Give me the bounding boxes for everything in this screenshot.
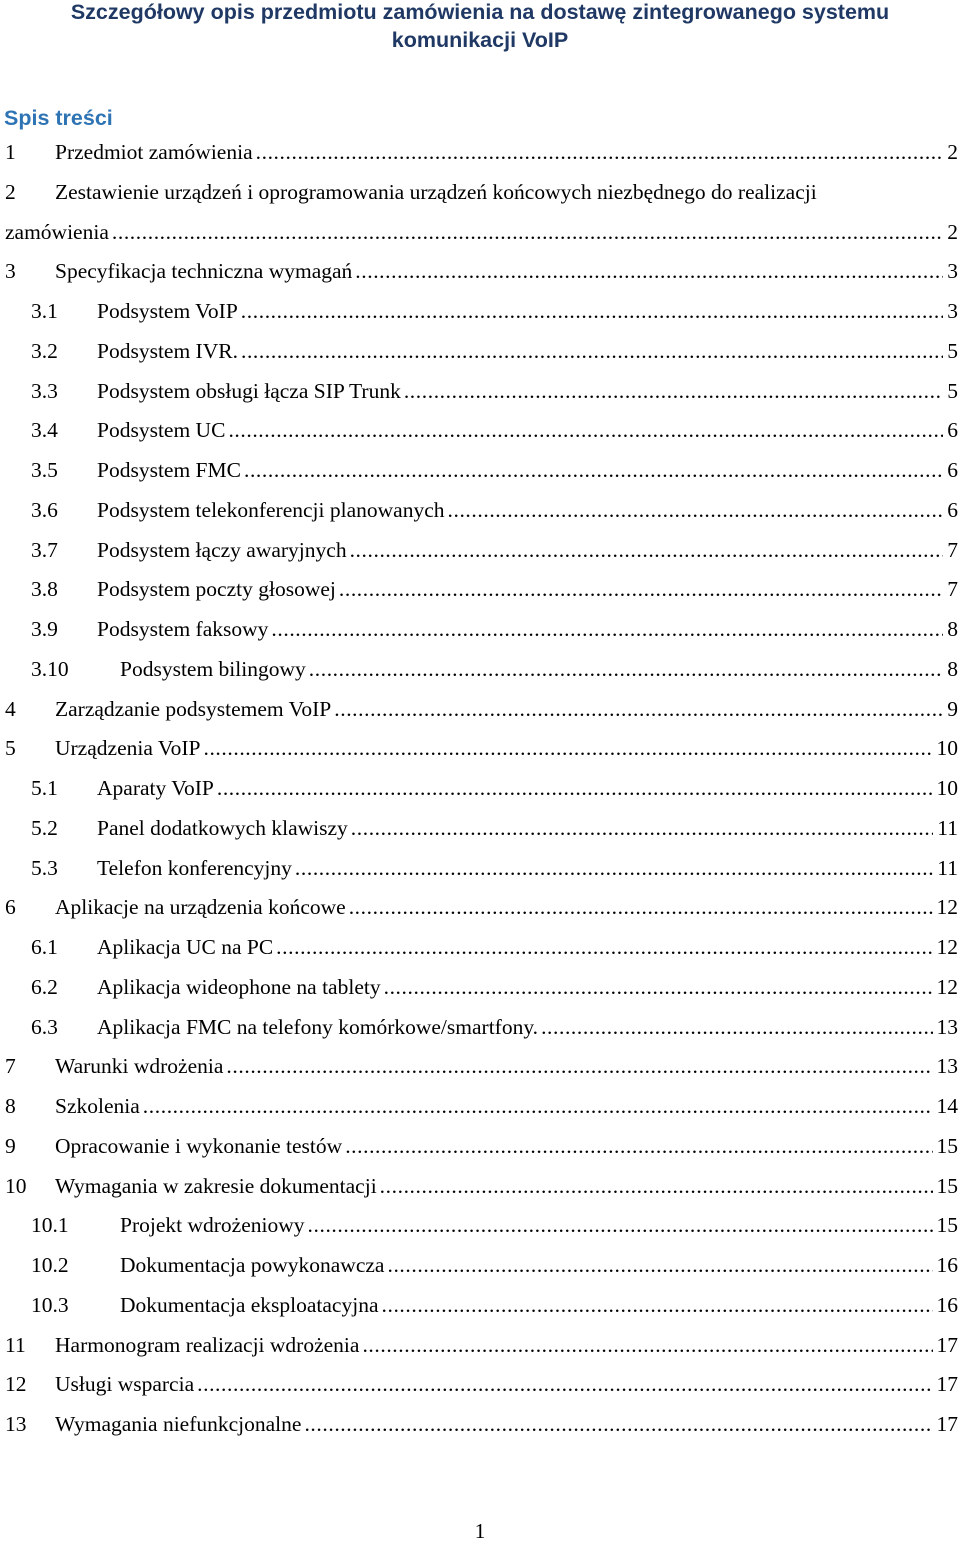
toc-entry[interactable] bbox=[0, 1090, 960, 1122]
toc-entry-title: Dokumentacja powykonawcza bbox=[120, 1253, 385, 1277]
document-title-line-1: Szczegółowy opis przedmiotu zamówienia na dostawę zintegrowanego systemu bbox=[70, 0, 890, 24]
toc-entry-page: 13 bbox=[936, 1014, 958, 1039]
toc-dot-leader bbox=[143, 1090, 933, 1122]
toc-entry-title: Podsystem UC bbox=[97, 418, 226, 443]
toc-entry[interactable] bbox=[0, 653, 960, 685]
toc-entry[interactable] bbox=[0, 454, 960, 486]
toc-entry-number: 13 bbox=[5, 1412, 27, 1436]
toc-entry-page: 12 bbox=[936, 935, 958, 959]
toc-entry-title: Specyfikacja techniczna wymagań bbox=[55, 259, 353, 284]
toc-entry[interactable] bbox=[0, 1408, 960, 1440]
toc-entry-page: 16 bbox=[936, 1292, 958, 1317]
toc-entry-title: Harmonogram realizacji wdrożenia bbox=[55, 1332, 360, 1357]
toc-entry-page: 7 bbox=[947, 537, 958, 562]
toc-dot-leader bbox=[256, 136, 944, 168]
toc-entry-page: 8 bbox=[947, 617, 958, 641]
toc-entry-number: 7 bbox=[5, 1054, 16, 1079]
toc-dot-leader bbox=[309, 653, 943, 685]
toc-dot-leader bbox=[241, 335, 943, 367]
toc-dot-leader bbox=[541, 1011, 932, 1043]
toc-entry[interactable] bbox=[0, 494, 960, 526]
toc-entry-number: 5.1 bbox=[31, 776, 58, 800]
document-title-line-2: komunikacji VoIP bbox=[391, 28, 569, 52]
toc-entry-number: 3 bbox=[5, 259, 16, 284]
toc-dot-leader bbox=[345, 1130, 932, 1162]
toc-entry-title: Panel dodatkowych klawiszy bbox=[97, 815, 348, 840]
toc-entry-page: 14 bbox=[936, 1094, 958, 1118]
toc-dot-leader bbox=[380, 1170, 933, 1202]
toc-dot-leader bbox=[404, 375, 943, 407]
toc-entry-number: 10.1 bbox=[31, 1213, 69, 1238]
toc-entry-number: 8 bbox=[5, 1094, 16, 1118]
toc-entry-number: 10.3 bbox=[31, 1292, 69, 1317]
toc-entry-title: Podsystem IVR. bbox=[97, 338, 238, 363]
toc-entry-number: 11 bbox=[5, 1332, 26, 1357]
toc-entry-number: 5.2 bbox=[31, 815, 58, 840]
toc-entry-title: Zarządzanie podsystemem VoIP bbox=[55, 696, 332, 721]
page-number: 1 bbox=[474, 1519, 486, 1543]
toc-entry-page: 3 bbox=[947, 259, 958, 284]
toc-entry-number: 3.1 bbox=[31, 299, 58, 323]
toc-entry-number: 10 bbox=[5, 1173, 27, 1198]
toc-entry-title: Wymagania w zakresie dokumentacji bbox=[55, 1173, 377, 1198]
toc-dot-leader bbox=[203, 732, 932, 764]
toc-entry-title: Wymagania niefunkcjonalne bbox=[55, 1412, 302, 1436]
toc-dot-leader bbox=[384, 971, 933, 1003]
toc-entry-number: 5.3 bbox=[31, 855, 58, 880]
toc-entry-title: Aplikacja wideophone na tablety bbox=[97, 974, 381, 999]
toc-entry-number: 3.4 bbox=[31, 418, 58, 443]
toc-entry-title: Aplikacja FMC na telefony komórkowe/smartfony. bbox=[97, 1014, 539, 1039]
toc-entry-title: Podsystem telekonferencji planowanych bbox=[97, 497, 445, 522]
toc-entry-number: 4 bbox=[5, 696, 16, 721]
toc-entry-title: Usługi wsparcia bbox=[55, 1372, 195, 1397]
toc-dot-leader bbox=[349, 891, 933, 923]
toc-entry[interactable] bbox=[0, 534, 960, 566]
toc-entry-number: 6.3 bbox=[31, 1014, 58, 1039]
toc-entry-number: 3.3 bbox=[31, 378, 58, 403]
toc-entry-page: 10 bbox=[936, 776, 958, 800]
toc-entry[interactable] bbox=[0, 176, 960, 208]
toc-entry-number: 3.9 bbox=[31, 617, 58, 641]
toc-entry-number: 1 bbox=[5, 140, 16, 164]
toc-entry[interactable] bbox=[0, 732, 960, 764]
toc-entry-title: Podsystem faksowy bbox=[97, 617, 269, 641]
toc-dot-leader bbox=[304, 1408, 932, 1440]
toc-entry-page: 12 bbox=[936, 895, 958, 920]
toc-entry[interactable] bbox=[0, 1249, 960, 1281]
toc-entry-title: Podsystem bilingowy bbox=[120, 656, 306, 681]
toc-entry-page: 15 bbox=[936, 1133, 958, 1158]
toc-entry[interactable] bbox=[0, 971, 960, 1003]
toc-dot-leader bbox=[355, 255, 943, 287]
toc-entry-title: Podsystem FMC bbox=[97, 458, 241, 482]
toc-entry-title: Warunki wdrożenia bbox=[55, 1054, 224, 1079]
toc-entry-page: 2 bbox=[947, 219, 958, 244]
toc-entry-page: 12 bbox=[936, 974, 958, 999]
toc-dot-leader bbox=[241, 295, 943, 327]
toc-entry-page: 11 bbox=[937, 815, 958, 840]
toc-dot-leader bbox=[350, 534, 944, 566]
toc-entry-number: 3.2 bbox=[31, 338, 58, 363]
toc-entry[interactable] bbox=[0, 852, 960, 884]
toc-entry-title: Podsystem VoIP bbox=[97, 299, 238, 323]
toc-entry[interactable] bbox=[0, 891, 960, 923]
toc-entry-page: 11 bbox=[937, 855, 958, 880]
toc-dot-leader bbox=[339, 573, 943, 605]
toc-entry-page: 6 bbox=[947, 497, 958, 522]
toc-entry-number: 12 bbox=[5, 1372, 27, 1397]
toc-dot-leader bbox=[276, 931, 932, 963]
toc-dot-leader bbox=[362, 1329, 932, 1361]
toc-dot-leader bbox=[351, 812, 934, 844]
toc-entry[interactable] bbox=[0, 1011, 960, 1043]
toc-entry-title: Podsystem poczty głosowej bbox=[97, 577, 336, 602]
toc-entry-number: 3.5 bbox=[31, 458, 58, 482]
toc-entry-page: 5 bbox=[947, 378, 958, 403]
toc-dot-leader bbox=[244, 454, 943, 486]
toc-entry[interactable] bbox=[0, 931, 960, 963]
toc-entry[interactable] bbox=[0, 414, 960, 446]
toc-dot-leader bbox=[387, 1249, 932, 1281]
toc-entry-page: 13 bbox=[936, 1054, 958, 1079]
toc-dot-leader bbox=[226, 1050, 932, 1082]
toc-entry-title: Aparaty VoIP bbox=[97, 776, 214, 800]
toc-dot-leader bbox=[271, 613, 943, 645]
toc-entry[interactable] bbox=[0, 693, 960, 725]
toc-entry[interactable] bbox=[0, 375, 960, 407]
toc-entry-page: 16 bbox=[936, 1253, 958, 1277]
toc-entry-number: 3.6 bbox=[31, 497, 58, 522]
toc-entry-page: 15 bbox=[936, 1213, 958, 1238]
toc-dot-leader bbox=[217, 772, 933, 804]
toc-entry[interactable] bbox=[0, 1329, 960, 1361]
toc-entry-title: Aplikacja UC na PC bbox=[97, 935, 274, 959]
toc-entry-page: 17 bbox=[936, 1412, 958, 1436]
toc-entry-title: Podsystem łączy awaryjnych bbox=[97, 537, 347, 562]
toc-heading: Spis treści bbox=[4, 106, 113, 130]
toc-entry[interactable] bbox=[0, 295, 960, 327]
toc-dot-leader bbox=[308, 1209, 933, 1241]
toc-dot-leader bbox=[197, 1368, 932, 1400]
toc-entry-page: 17 bbox=[936, 1332, 958, 1357]
toc-entry[interactable] bbox=[0, 812, 960, 844]
toc-entry[interactable] bbox=[0, 573, 960, 605]
toc-entry-page: 8 bbox=[947, 656, 958, 681]
toc-entry[interactable] bbox=[0, 1368, 960, 1400]
toc-entry[interactable] bbox=[0, 613, 960, 645]
toc-entry-title: Zestawienie urządzeń i oprogramowania urządzeń końcowych niezbędnego do realizacji bbox=[55, 179, 817, 204]
toc-entry[interactable] bbox=[0, 1170, 960, 1202]
toc-entry-number: 6.2 bbox=[31, 974, 58, 999]
toc-entry[interactable] bbox=[0, 1289, 960, 1321]
toc-entry[interactable] bbox=[0, 772, 960, 804]
toc-entry[interactable] bbox=[0, 1050, 960, 1082]
toc-entry-page: 5 bbox=[947, 338, 958, 363]
toc-entry-title: Dokumentacja eksploatacyjna bbox=[120, 1292, 379, 1317]
toc-entry-number: 6 bbox=[5, 895, 16, 920]
toc-dot-leader bbox=[112, 216, 943, 248]
toc-entry-title: Aplikacje na urządzenia końcowe bbox=[55, 895, 346, 920]
toc-entry-page: 2 bbox=[947, 140, 958, 164]
toc-entry-title: Szkolenia bbox=[55, 1094, 140, 1118]
toc-entry[interactable] bbox=[0, 1209, 960, 1241]
toc-entry-number: 3.7 bbox=[31, 537, 58, 562]
toc-entry-number: 10.2 bbox=[31, 1253, 69, 1277]
toc-entry-title: Opracowanie i wykonanie testów bbox=[55, 1133, 343, 1158]
toc-entry[interactable] bbox=[0, 335, 960, 367]
toc-entry-page: 6 bbox=[947, 418, 958, 443]
toc-entry[interactable] bbox=[0, 255, 960, 287]
toc-entry-number: 9 bbox=[5, 1133, 16, 1158]
toc-entry[interactable] bbox=[0, 1130, 960, 1162]
toc-dot-leader bbox=[448, 494, 944, 526]
toc-entry-page: 7 bbox=[947, 577, 958, 602]
toc-entry-page: 10 bbox=[936, 736, 958, 761]
toc-entry-page: 3 bbox=[947, 299, 958, 323]
toc-dot-leader bbox=[334, 693, 943, 725]
toc-entry-page: 17 bbox=[936, 1372, 958, 1397]
toc-entry-page: 15 bbox=[936, 1173, 958, 1198]
toc-entry-title: Podsystem obsługi łącza SIP Trunk bbox=[97, 378, 401, 403]
toc-entry-title: Przedmiot zamówienia bbox=[55, 140, 253, 164]
toc-dot-leader bbox=[295, 852, 933, 884]
toc-entry-number: 5 bbox=[5, 736, 16, 761]
toc-entry-title: Urządzenia VoIP bbox=[55, 736, 201, 761]
toc-dot-leader bbox=[228, 414, 943, 446]
toc-dot-leader bbox=[382, 1289, 933, 1321]
toc-entry-number: 3.10 bbox=[31, 656, 69, 681]
toc-entry-page: 9 bbox=[947, 696, 958, 721]
toc-entry-continuation[interactable] bbox=[0, 216, 960, 248]
toc-entry-number: 6.1 bbox=[31, 935, 58, 959]
toc-entry-title: Telefon konferencyjny bbox=[97, 855, 292, 880]
toc-entry[interactable] bbox=[0, 136, 960, 168]
toc-entry-page: 6 bbox=[947, 458, 958, 482]
toc-entry-number: 3.8 bbox=[31, 577, 58, 602]
toc-entry-number: 2 bbox=[5, 179, 16, 204]
toc-entry-title-continued: zamówienia bbox=[5, 219, 109, 244]
toc-entry-title: Projekt wdrożeniowy bbox=[120, 1213, 305, 1238]
